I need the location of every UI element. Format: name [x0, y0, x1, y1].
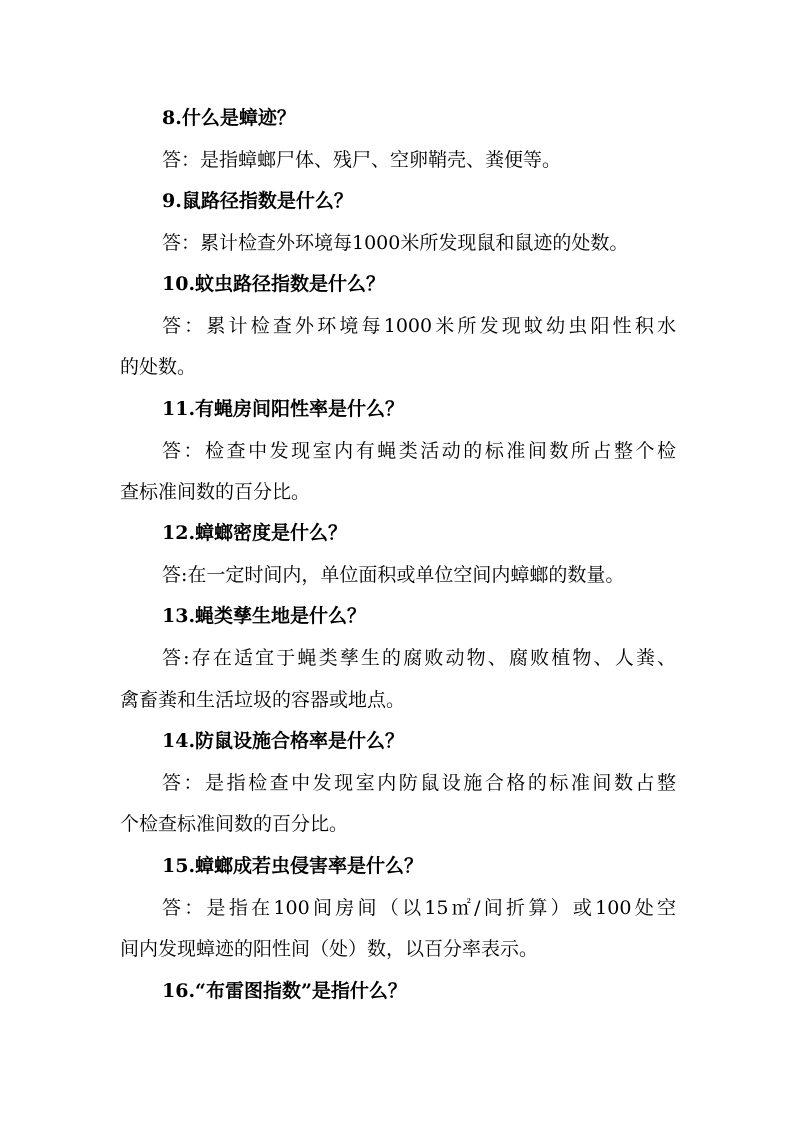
answer-13-line-2: 禽畜粪和生活垃圾的容器或地点。	[120, 689, 406, 711]
question-10: 10.蚊虫路径指数是什么？	[162, 273, 386, 295]
answer-14-line-2: 个检查标准间数的百分比。	[120, 813, 349, 835]
answer-15-line-1: 答：是指在100间房间（以15㎡/间折算）或100处空	[162, 897, 676, 919]
question-16: 16.“布雷图指数”是指什么？	[162, 980, 407, 1002]
answer-10-line-2: 的处数。	[120, 356, 197, 378]
answer-15-line-2: 间内发现蟑迹的阳性间（处）数，以百分率表示。	[120, 938, 539, 960]
answer-12-line-1: 答:在一定时间内，单位面积或单位空间内蟑螂的数量。	[162, 564, 625, 586]
question-15: 15.蟑螂成若虫侵害率是什么？	[162, 855, 424, 877]
answer-9-line-1: 答：累计检查外环境每1000米所发现鼠和鼠迹的处数。	[162, 232, 629, 254]
answer-14-line-1: 答：是指检查中发现室内防鼠设施合格的标准间数占整	[162, 772, 676, 794]
question-13: 13.蝇类孳生地是什么？	[162, 605, 367, 627]
question-11: 11.有蝇房间阳性率是什么？	[162, 398, 405, 420]
question-12: 12.蟑螂密度是什么？	[162, 522, 348, 544]
answer-13-line-1: 答:存在适宜于蝇类孳生的腐败动物、腐败植物、人粪、	[162, 647, 676, 669]
answer-11-line-1: 答：检查中发现室内有蝇类活动的标准间数所占整个检	[162, 440, 676, 462]
answer-8-line-1: 答：是指蟑螂尸体、残尸、空卵鞘壳、粪便等。	[162, 149, 562, 171]
question-8: 8.什么是蟑迹？	[162, 107, 296, 129]
answer-10-line-1: 答：累计检查外环境每1000米所发现蚊幼虫阳性积水	[162, 315, 676, 337]
question-14: 14.防鼠设施合格率是什么？	[162, 730, 405, 752]
question-9: 9.鼠路径指数是什么？	[162, 190, 353, 212]
answer-11-line-2: 查标准间数的百分比。	[120, 481, 311, 503]
